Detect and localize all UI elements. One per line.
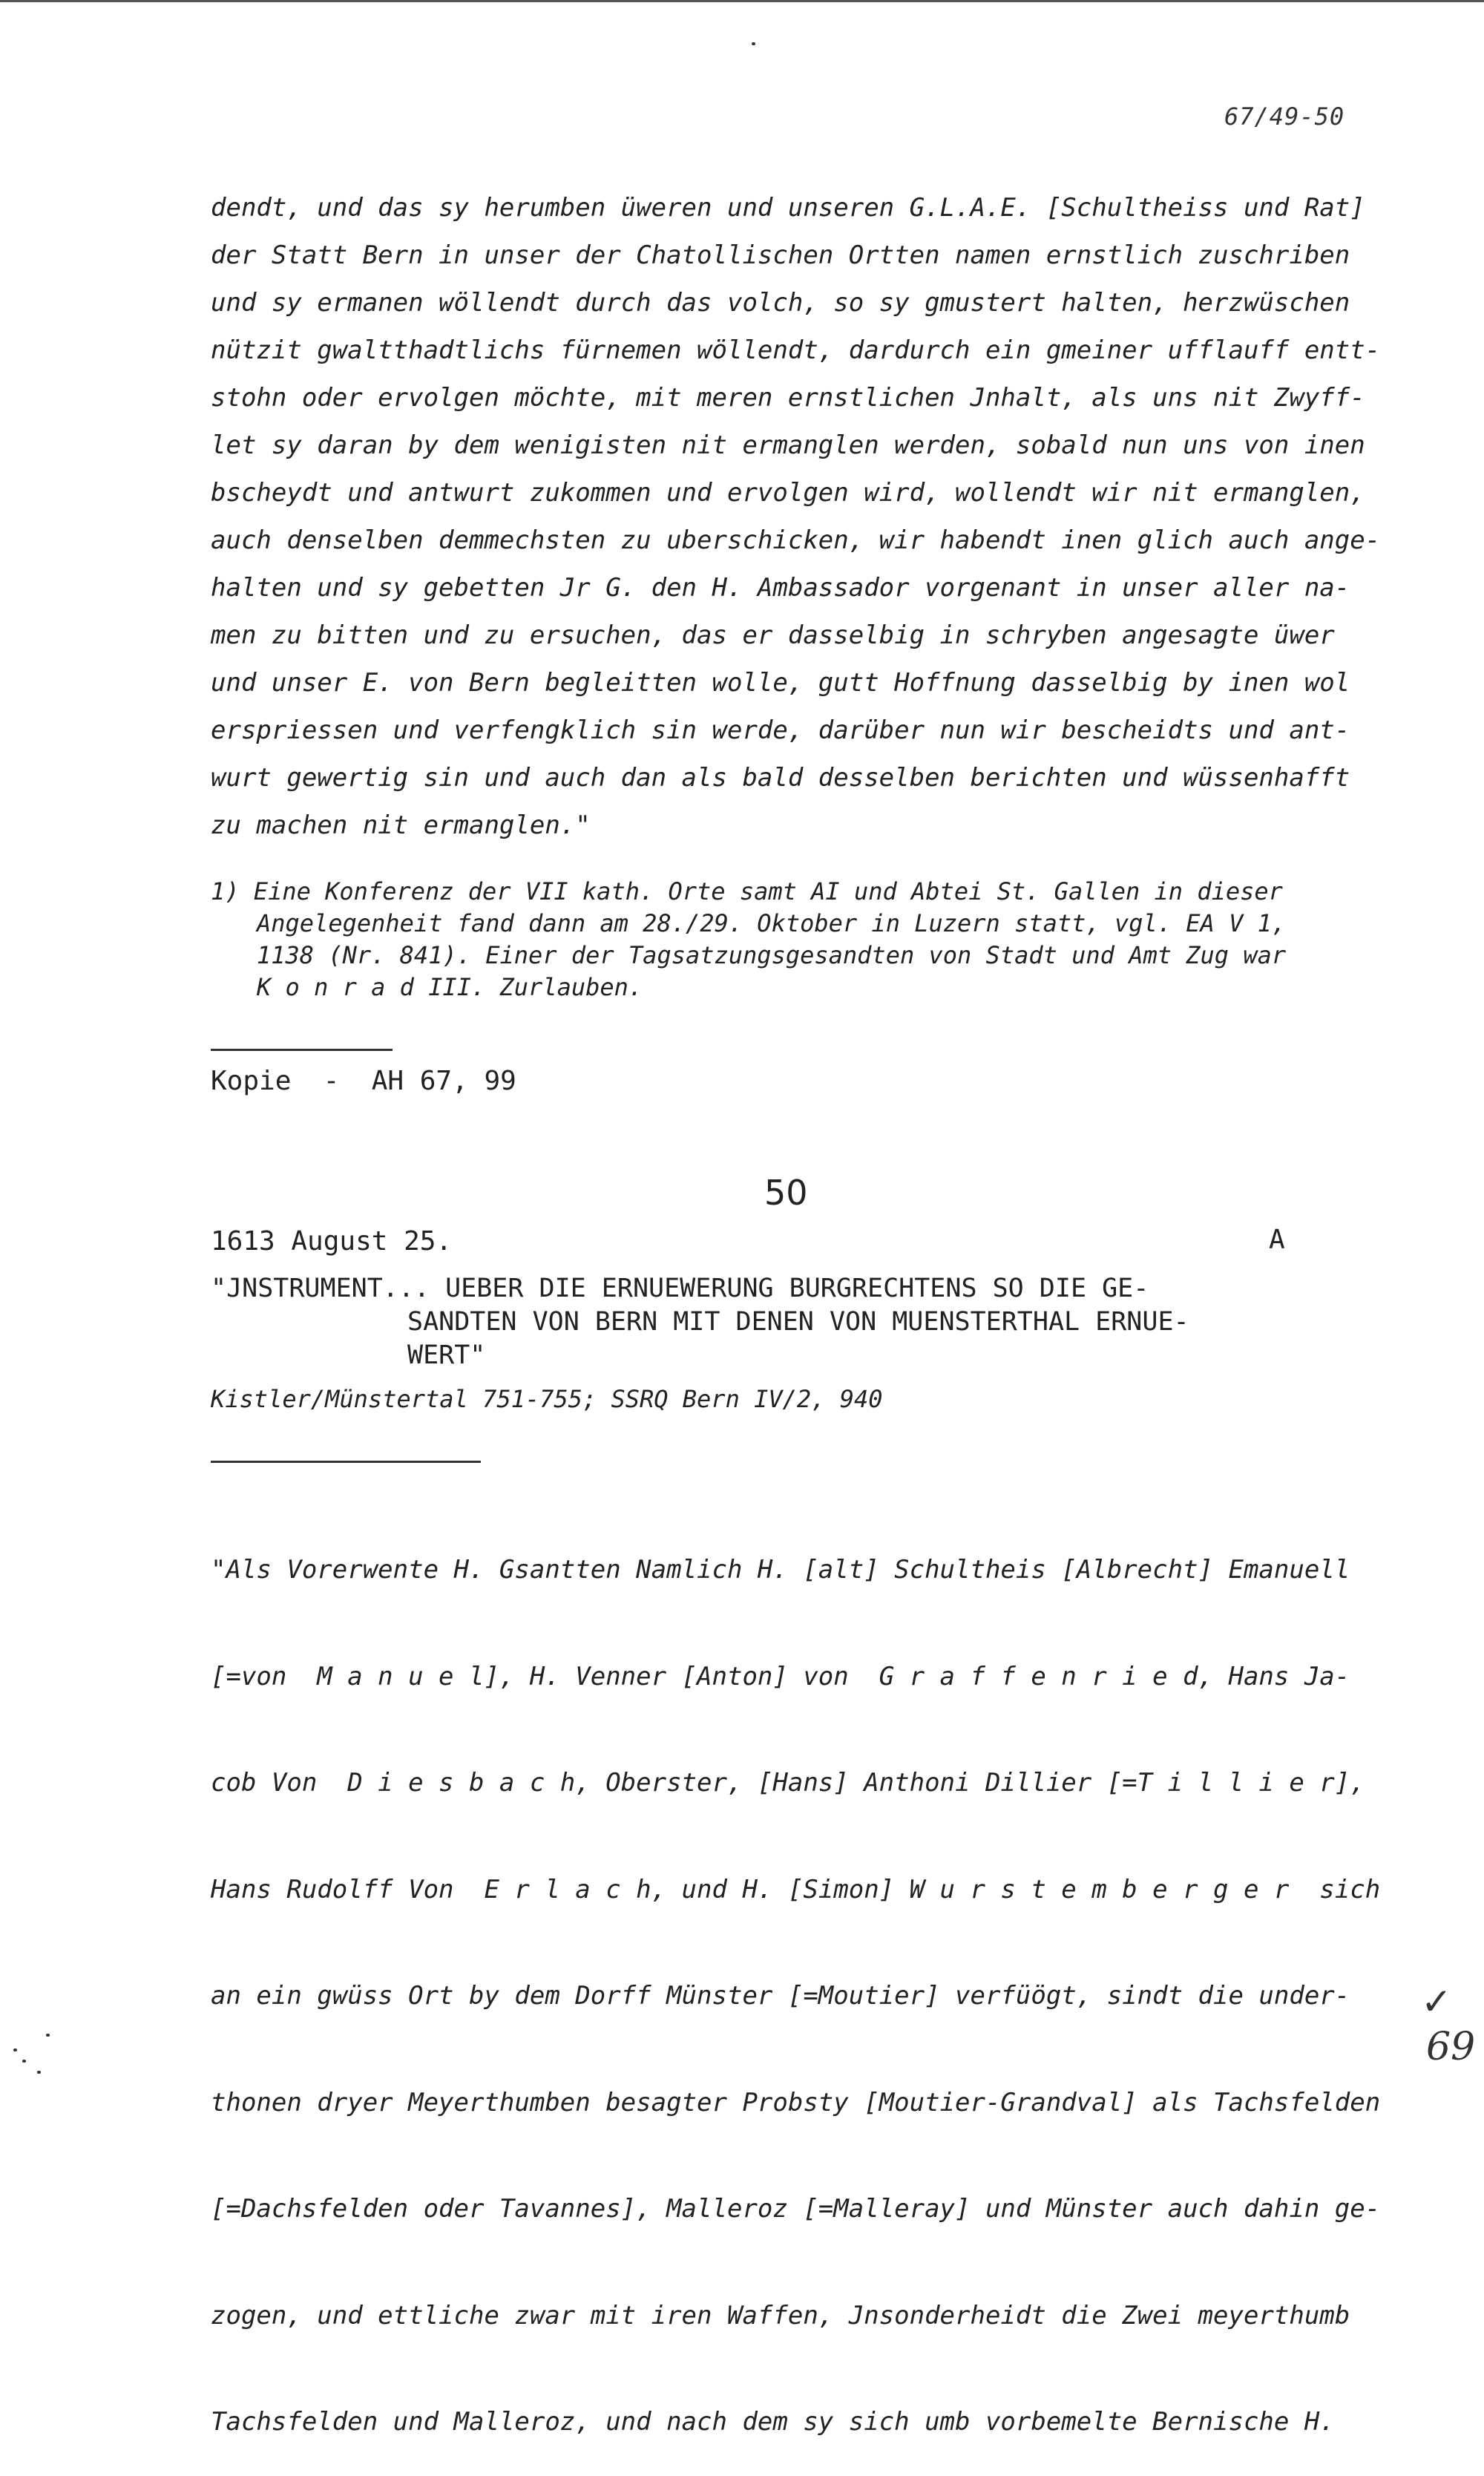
speck-mark [37, 2071, 41, 2074]
page-top-edge [0, 0, 1484, 2]
text-line: cob Von D i e s b a c h, Oberster, [Hans] Anthoni Dillier [=T i l l i e r], [211, 1768, 1365, 1798]
text-line: wurt gewertig sin und auch dan als bald desselben berichten und wüssenhafft [211, 763, 1350, 793]
footnote-line: 1138 (Nr. 841). Einer der Tagsatzungsgesandten von Stadt und Amt Zug war [257, 941, 1287, 969]
long-divider [211, 1461, 481, 1463]
text-line: bscheydt und antwurt zukommen und ervolgen wird, wollendt wir nit ermanglen, [211, 478, 1365, 508]
document-title [211, 1272, 1189, 1372]
document-date: 1613 August 25. [211, 1226, 453, 1257]
text-line: und sy ermanen wöllendt durch das volch, so sy gmustert halten, herzwüschen [211, 288, 1350, 318]
checkmark-icon: ✓ [1421, 1980, 1452, 2023]
footnote [211, 876, 1286, 1003]
text-line: Hans Rudolff Von E r l a c h, und H. [Simon] W u r s t e m b e r g e r sich [211, 1874, 1381, 1905]
text-line: erspriessen und verfengklich sin werde, darüber nun wir bescheidts und ant- [211, 715, 1350, 745]
page-reference: 67/49-50 [1224, 102, 1345, 131]
footnote-line: Angelegenheit fand dann am 28./29. Oktober in Luzern statt, vgl. EA V 1, [257, 909, 1287, 937]
speck-mark [46, 2034, 50, 2037]
title-line: WERT" [407, 1340, 486, 1370]
document-marker: A [1269, 1225, 1285, 1255]
text-line: an ein gwüss Ort by dem Dorff Münster [=Moutier] verfüögt, sindt die under- [211, 1981, 1350, 2011]
text-line: thonen dryer Meyerthumben besagter Probsty [Moutier-Grandval] als Tachsfelden [211, 2087, 1381, 2118]
instrument-paragraph [211, 1487, 1380, 2476]
source-citation: Kistler/Münstertal 751-755; SSRQ Bern IV/2, 940 [211, 1385, 883, 1413]
text-line: auch denselben demmechsten zu uberschicken, wir habendt inen glich auch ange- [211, 525, 1381, 555]
speck-mark [13, 2048, 17, 2051]
text-line: dendt, und das sy herumben üweren und unseren G.L.A.E. [Schultheiss und Rat] [211, 193, 1365, 223]
text-line: "Als Vorerwente H. Gsantten Namlich H. [alt] Schultheis [Albrecht] Emanuell [211, 1555, 1350, 1585]
text-line: let sy daran by dem wenigisten nit ermanglen werden, sobald nun uns von inen [211, 430, 1365, 460]
speck-mark [22, 2060, 26, 2063]
text-line: zogen, und ettliche zwar mit iren Waffen, Jnsonderheidt die Zwei meyerthumb [211, 2300, 1350, 2331]
title-line: SANDTEN VON BERN MIT DENEN VON MUENSTERTHAL ERNUE- [407, 1307, 1189, 1337]
title-line: "JNSTRUMENT... UEBER DIE ERNUEWERUNG BURGRECHTENS SO DIE GE- [211, 1274, 1149, 1303]
text-line: und unser E. von Bern begleitten wolle, gutt Hoffnung dasselbig by inen wol [211, 668, 1350, 698]
text-line: [=Dachsfelden oder Tavannes], Malleroz [=Malleray] und Münster auch dahin ge- [211, 2194, 1381, 2224]
text-line: stohn oder ervolgen möchte, mit meren ernstlichen Jnhalt, als uns nit Zwyff- [211, 383, 1365, 413]
text-line: men zu bitten und zu ersuchen, das er dasselbig in schryben angesagte üwer [211, 620, 1335, 650]
letter-paragraph [211, 184, 1380, 849]
document-number: 50 [764, 1173, 808, 1213]
copy-reference: Kopie - AH 67, 99 [211, 1066, 516, 1096]
text-line: nützit gwaltthadtlichs fürnemen wöllendt, dardurch ein gmeiner ufflauff entt- [211, 335, 1381, 365]
text-line: halten und sy gebetten Jr G. den H. Ambassador vorgenant in unser aller na- [211, 573, 1350, 603]
footnote-line: K o n r a d III. Zurlauben. [257, 973, 643, 1001]
handwritten-page-number: 69 [1426, 2025, 1476, 2069]
text-line: Tachsfelden und Malleroz, und nach dem sy sich umb vorbemelte Bernische H. [211, 2407, 1335, 2437]
text-line: [=von M a n u e l], H. Venner [Anton] von G r a f f e n r i e d, Hans Ja- [211, 1661, 1350, 1691]
short-divider [211, 1049, 393, 1051]
text-line: der Statt Bern in unser der Chatollischen Ortten namen ernstlich zuschriben [211, 240, 1350, 270]
footnote-line: 1) Eine Konferenz der VII kath. Orte samt AI und Abtei St. Gallen in dieser [211, 877, 1283, 905]
speck-mark [752, 42, 755, 45]
text-line: zu machen nit ermanglen." [211, 810, 591, 840]
